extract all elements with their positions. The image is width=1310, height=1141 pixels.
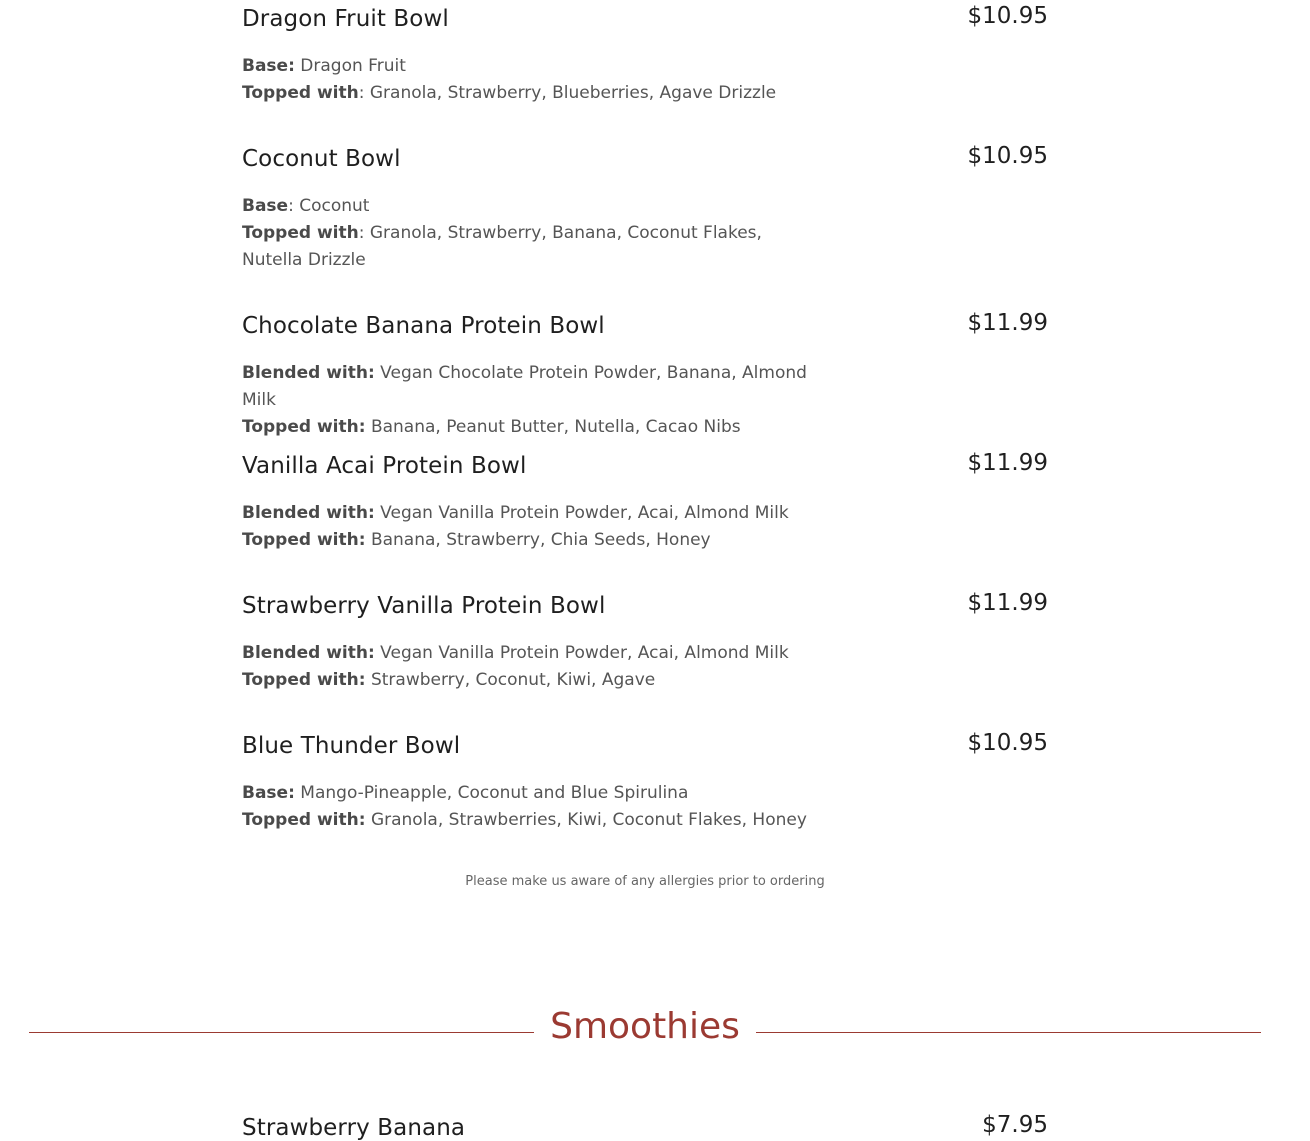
topping-line: [242, 414, 842, 441]
divider-right: [756, 1032, 1261, 1033]
item-description: [242, 640, 842, 694]
base-line: [242, 53, 842, 80]
item-price: $7.95: [982, 1112, 1048, 1138]
blend-line: [242, 500, 842, 527]
topping-line: [242, 220, 762, 274]
blend-text: Vegan Vanilla Protein Powder, Acai, Almond Milk: [374, 643, 789, 663]
base-text: Dragon Fruit: [294, 56, 406, 76]
item-price: $10.95: [967, 143, 1048, 169]
divider-left: [29, 1032, 534, 1033]
topping-label: Topped with:: [242, 810, 366, 830]
item-description: [242, 500, 842, 554]
topping-text: : Granola, Strawberry, Banana, Coconut Flakes, Nutella Drizzle: [242, 223, 762, 270]
topping-text: : Granola, Strawberry, Blueberries, Agave Drizzle: [358, 83, 777, 103]
item-description: [242, 780, 842, 834]
item-price: $11.99: [967, 450, 1048, 476]
topping-text: Banana, Strawberry, Chia Seeds, Honey: [365, 530, 711, 550]
item-description: [242, 193, 842, 274]
item-description: [242, 53, 842, 107]
item-name: Blue Thunder Bowl: [242, 733, 461, 759]
item-name: Coconut Bowl: [242, 146, 401, 172]
item-price: $11.99: [967, 590, 1048, 616]
topping-line: [242, 80, 842, 107]
topping-label: Topped with:: [242, 670, 366, 690]
blend-label: Blended with:: [242, 643, 375, 663]
topping-text: Strawberry, Coconut, Kiwi, Agave: [365, 670, 656, 690]
base-label: Base: [242, 196, 289, 216]
item-name: Dragon Fruit Bowl: [242, 6, 449, 32]
topping-label: Topped with: [242, 223, 359, 243]
topping-text: Banana, Peanut Butter, Nutella, Cacao Nibs: [365, 417, 741, 437]
topping-text: Granola, Strawberries, Kiwi, Coconut Flakes, Honey: [365, 810, 807, 830]
section-title: Smoothies: [550, 1006, 740, 1047]
blend-label: Blended with:: [242, 503, 375, 523]
item-price: $10.95: [967, 730, 1048, 756]
item-description: [242, 360, 842, 441]
section-header-smoothies: [29, 1006, 1261, 1056]
topping-line: [242, 667, 842, 694]
topping-label: Topped with: [242, 83, 359, 103]
base-label: Base:: [242, 783, 295, 803]
blend-line: [242, 360, 842, 414]
topping-label: Topped with:: [242, 417, 366, 437]
blend-line: [242, 640, 842, 667]
topping-line: [242, 527, 842, 554]
item-name: Vanilla Acai Protein Bowl: [242, 453, 527, 479]
blend-label: Blended with:: [242, 363, 375, 383]
topping-label: Topped with:: [242, 530, 366, 550]
base-text: : Coconut: [288, 196, 370, 216]
item-name: Chocolate Banana Protein Bowl: [242, 313, 605, 339]
blend-text: Vegan Vanilla Protein Powder, Acai, Almond Milk: [374, 503, 789, 523]
allergy-note: Please make us aware of any allergies prior to ordering: [465, 874, 825, 889]
base-line: [242, 780, 842, 807]
blend-text: Vegan Chocolate Protein Powder, Banana, Almond Milk: [242, 363, 807, 410]
base-text: Mango-Pineapple, Coconut and Blue Spirulina: [294, 783, 689, 803]
topping-line: [242, 807, 842, 834]
item-name: Strawberry Banana: [242, 1115, 466, 1141]
base-label: Base:: [242, 56, 295, 76]
item-price: $10.95: [967, 3, 1048, 29]
item-name: Strawberry Vanilla Protein Bowl: [242, 593, 606, 619]
base-line: [242, 193, 842, 220]
item-price: $11.99: [967, 310, 1048, 336]
